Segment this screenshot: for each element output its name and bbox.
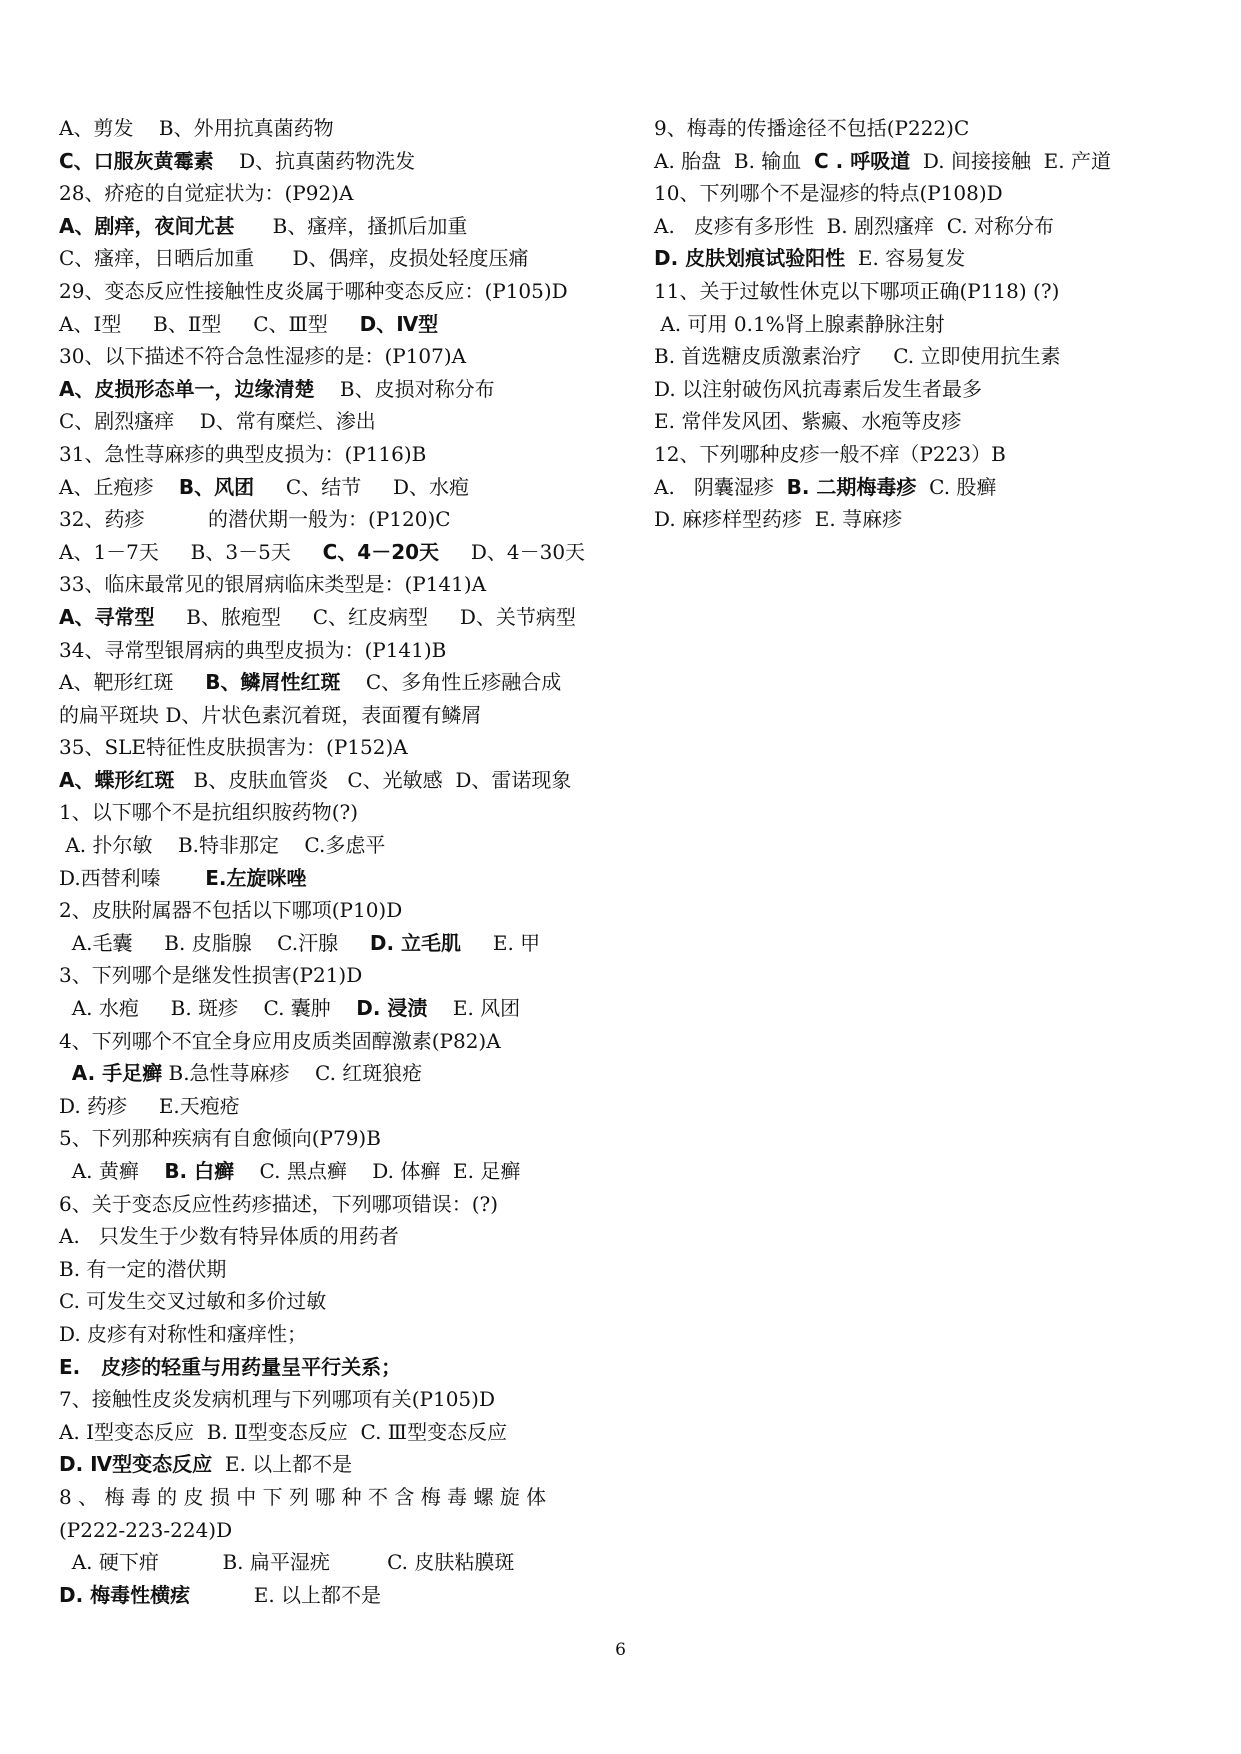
line-text: [59, 1061, 72, 1085]
answer-text: D. 皮肤划痕试验阳性: [654, 246, 846, 271]
question-line: [59, 1057, 619, 1090]
question-line: [654, 438, 1194, 471]
line-text: D. 以注射破伤风抗毒素后发生者最多: [654, 376, 983, 401]
line-text: 9、梅毒的传播途径不包括(P222)C: [654, 116, 970, 140]
line-text: 2、皮肤附属器不包括以下哪项(P10)D: [59, 898, 403, 923]
line-text: A、1－7天 B、3－5天: [59, 539, 323, 564]
question-line: [59, 1122, 619, 1155]
question-line: [59, 112, 619, 145]
question-line: [59, 1155, 619, 1188]
question-line: [59, 1253, 619, 1286]
answer-text: D. Ⅳ型变态反应: [59, 1452, 213, 1477]
answer-text: B、鳞屑性红斑: [205, 670, 341, 695]
line-text: 4、下列哪个不宜全身应用皮质类固醇激素(P82)A: [59, 1028, 501, 1053]
answer-text: D. 立毛肌: [369, 930, 462, 955]
line-text: D、4－30天: [439, 539, 586, 564]
line-text: D、抗真菌药物洗发: [213, 148, 416, 173]
line-text: 30、以下描述不符合急性湿疹的是：(P107)A: [59, 344, 467, 369]
question-line: [654, 308, 1194, 341]
question-line: [59, 242, 619, 275]
question-line: [59, 405, 619, 438]
question-line: [59, 145, 619, 178]
line-text: 34、寻常型银屑病的典型皮损为：(P141)B: [59, 637, 447, 662]
question-line: [59, 959, 619, 992]
line-text: C、剧烈瘙痒 D、常有糜烂、渗出: [59, 409, 376, 434]
line-text: A、丘疱疹: [59, 474, 179, 499]
line-text: E. 容易复发: [845, 246, 966, 271]
line-text: E. 以上都不是: [190, 1582, 382, 1607]
line-text: A、靶形红斑: [59, 670, 206, 695]
question-line: [59, 862, 619, 895]
line-text: B、脓疱型 C、红皮病型 D、关节病型: [154, 604, 576, 629]
answer-text: C、4－20天: [322, 539, 440, 564]
line-text: 12、下列哪种皮疹一般不痒（P223）B: [654, 441, 1006, 466]
question-line: [59, 1383, 619, 1416]
line-text: D.西替利嗪: [59, 865, 206, 890]
line-text: 29、变态反应性接触性皮炎属于哪种变态反应：(P105)D: [59, 278, 568, 303]
line-text: A、剪发 B、外用抗真菌药物: [59, 116, 334, 140]
question-line: [59, 308, 619, 341]
line-text: A. 阴囊湿疹: [654, 474, 787, 499]
question-line: [59, 373, 619, 406]
line-text: A. 皮疹有多形性 B. 剧烈瘙痒 C. 对称分布: [654, 213, 1055, 238]
question-line: [59, 1448, 619, 1481]
question-line: [59, 1285, 619, 1318]
question-line: [59, 666, 619, 699]
line-text: 的扁平斑块 D、片状色素沉着斑，表面覆有鳞屑: [59, 702, 482, 727]
question-line: [59, 634, 619, 667]
question-line: [654, 177, 1194, 210]
line-text: 28、疥疮的自觉症状为：(P92)A: [59, 181, 354, 206]
answer-text: B. 二期梅毒疹: [786, 474, 917, 499]
line-text: 8 、 梅 毒 的 皮 损 中 下 列 哪 种 不 含 梅 毒 螺 旋 体: [59, 1484, 547, 1509]
question-line: [59, 1090, 619, 1123]
line-text: B、瘙痒，搔抓后加重: [234, 213, 468, 238]
line-text: A. 可用 0.1%肾上腺素静脉注射: [654, 311, 945, 336]
left-column: [59, 112, 619, 1611]
question-line: [654, 242, 1194, 275]
line-text: C. 可发生交叉过敏和多价过敏: [59, 1289, 327, 1314]
line-text: C. 黑点癣 D. 体癣 E. 足癣: [234, 1159, 521, 1183]
question-line: [59, 1188, 619, 1221]
line-text: B、皮肤血管炎 C、光敏感 D、雷诺现象: [174, 767, 572, 792]
question-line: [59, 503, 619, 536]
line-text: A. 硬下疳 B. 扁平湿疣 C. 皮肤粘膜斑: [59, 1550, 515, 1575]
line-text: A. 胎盘 B. 输血: [654, 148, 814, 173]
question-line: [654, 145, 1194, 178]
answer-text: D. 浸渍: [356, 996, 428, 1021]
line-text: A、Ⅰ型 B、Ⅱ型 C、Ⅲ型: [59, 311, 360, 336]
line-text: B. 首选糖皮质激素治疗 C. 立即使用抗生素: [654, 344, 1061, 369]
question-line: [59, 1220, 619, 1253]
question-line: [59, 1481, 619, 1514]
answer-text: D. 梅毒性横痃: [59, 1582, 191, 1607]
question-line: [654, 471, 1194, 504]
answer-text: B、风团: [178, 474, 255, 499]
line-text: 35、SLE特征性皮肤损害为：(P152)A: [59, 735, 408, 760]
line-text: A. 扑尔敏 B.特非那定 C.多虑平: [59, 833, 386, 858]
line-text: 7、接触性皮炎发病机理与下列哪项有关(P105)D: [59, 1387, 495, 1412]
question-line: [59, 927, 619, 960]
line-text: 1、以下哪个不是抗组织胺药物(?): [59, 800, 359, 825]
line-text: C. 股癣: [916, 474, 997, 499]
line-text: 33、临床最常见的银屑病临床类型是：(P141)A: [59, 572, 487, 597]
question-line: [59, 894, 619, 927]
answer-text: A、皮损形态单一，边缘清楚: [59, 376, 315, 401]
line-text: B. 有一定的潜伏期: [59, 1256, 227, 1281]
answer-text: A、剧痒，夜间尤甚: [59, 213, 235, 238]
line-text: E. 常伴发风团、紫癜、水疱等皮疹: [654, 409, 962, 434]
line-text: 31、急性荨麻疹的典型皮损为：(P116)B: [59, 441, 427, 466]
line-text: C、瘙痒，日晒后加重 D、偶痒，皮损处轻度压痛: [59, 246, 529, 271]
answer-text: C . 呼吸道: [814, 148, 911, 173]
answer-text: E. 皮疹的轻重与用药量呈平行关系；: [59, 1354, 402, 1379]
question-line: [59, 275, 619, 308]
question-line: [59, 1351, 619, 1384]
line-text: 11、关于过敏性休克以下哪项正确(P118) (?): [654, 278, 1060, 303]
question-line: [59, 1579, 619, 1612]
line-text: D. 皮疹有对称性和瘙痒性；: [59, 1321, 308, 1346]
answer-text: B. 白癣: [164, 1159, 235, 1183]
question-line: [59, 1025, 619, 1058]
question-line: [59, 438, 619, 471]
question-line: [654, 210, 1194, 243]
question-line: [59, 210, 619, 243]
line-text: D. 麻疹样型药疹 E. 荨麻疹: [654, 507, 903, 532]
line-text: 3、下列哪个是继发性损害(P21)D: [59, 963, 363, 988]
question-line: [59, 1514, 619, 1547]
line-text: 32、药疹 的潜伏期一般为：(P120)C: [59, 507, 451, 532]
line-text: E. 甲: [461, 930, 541, 955]
line-text: E. 风团: [427, 996, 521, 1021]
answer-text: C、口服灰黄霉素: [59, 148, 214, 173]
line-text: D. 药疹 E.天疱疮: [59, 1093, 240, 1118]
question-line: [59, 731, 619, 764]
question-line: [59, 1546, 619, 1579]
line-text: A. 水疱 B. 斑疹 C. 囊肿: [59, 996, 357, 1021]
line-text: (P222-223-224)D: [59, 1517, 233, 1542]
line-text: B.急性荨麻疹 C. 红斑狼疮: [162, 1061, 423, 1086]
line-text: A. 黄癣: [59, 1159, 165, 1183]
question-line: [59, 536, 619, 569]
question-line: [59, 699, 619, 732]
question-line: [59, 796, 619, 829]
question-line: [654, 275, 1194, 308]
right-column: [654, 112, 1194, 536]
question-line: [59, 601, 619, 634]
line-text: A. 只发生于少数有特异体质的用药者: [59, 1224, 399, 1249]
answer-text: A、寻常型: [59, 604, 155, 629]
question-line: [59, 568, 619, 601]
line-text: 6、关于变态反应性药疹描述，下列哪项错误：(?): [59, 1191, 499, 1216]
line-text: D. 间接接触 E. 产道: [910, 148, 1111, 173]
question-line: [59, 1416, 619, 1449]
line-text: A.毛囊 B. 皮脂腺 C.汗腺: [59, 930, 370, 955]
question-line: [59, 992, 619, 1025]
question-line: [654, 373, 1194, 406]
answer-text: E.左旋咪唑: [205, 865, 307, 890]
question-line: [654, 340, 1194, 373]
line-text: B、皮损对称分布: [314, 376, 495, 401]
answer-text: A、蝶形红斑: [59, 767, 175, 792]
question-line: [654, 112, 1194, 145]
answer-text: A. 手足癣: [71, 1061, 163, 1086]
question-line: [654, 405, 1194, 438]
page-number: 6: [615, 1640, 626, 1660]
question-line: [59, 177, 619, 210]
answer-text: D、Ⅳ型: [359, 311, 439, 336]
question-line: [59, 829, 619, 862]
line-text: A. Ⅰ型变态反应 B. Ⅱ型变态反应 C. Ⅲ型变态反应: [59, 1419, 508, 1444]
line-text: 10、下列哪个不是湿疹的特点(P108)D: [654, 181, 1003, 206]
question-line: [59, 764, 619, 797]
line-text: C、结节 D、水疱: [254, 474, 470, 499]
question-line: [59, 1318, 619, 1351]
question-line: [654, 503, 1194, 536]
question-line: [59, 340, 619, 373]
line-text: E. 以上都不是: [212, 1452, 353, 1477]
line-text: C、多角性丘疹融合成: [340, 670, 562, 695]
line-text: 5、下列那种疾病有自愈倾向(P79)B: [59, 1126, 381, 1151]
question-line: [59, 471, 619, 504]
